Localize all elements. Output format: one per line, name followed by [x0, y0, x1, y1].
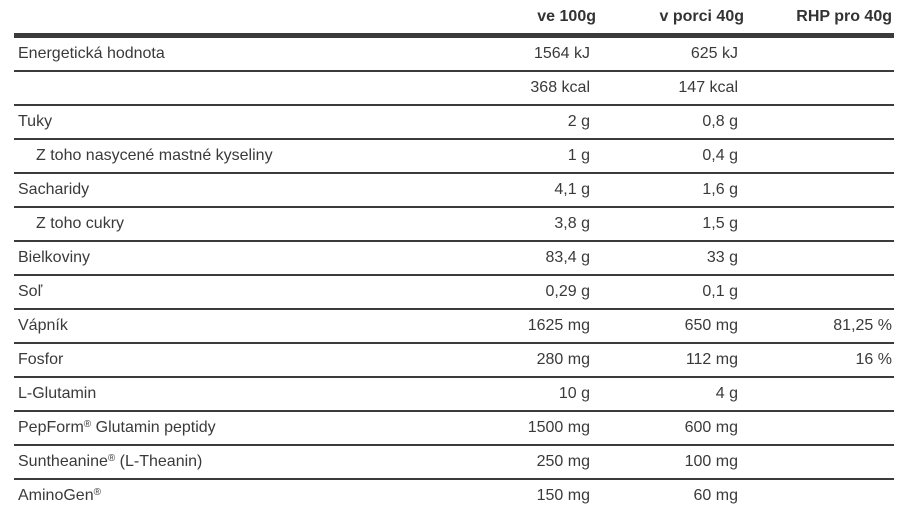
value-per-portion: 0,1 g	[598, 275, 746, 309]
value-per-100g: 83,4 g	[450, 241, 598, 275]
value-rhp: 16 %	[746, 343, 894, 377]
nutrient-name: L-Glutamin	[18, 385, 97, 402]
nutrient-label	[14, 275, 450, 309]
value-rhp	[746, 411, 894, 445]
nutrient-label	[14, 173, 450, 207]
nutrient-name-suffix: Glutamin peptidy	[91, 419, 216, 436]
table-row	[14, 411, 894, 445]
nutrient-label	[14, 377, 450, 411]
value-per-portion: 147 kcal	[598, 71, 746, 105]
value-per-portion: 625 kJ	[598, 36, 746, 72]
value-rhp	[746, 71, 894, 105]
nutrient-label	[14, 343, 450, 377]
nutrient-name: Z toho nasycené mastné kyseliny	[36, 147, 273, 164]
value-rhp	[746, 139, 894, 173]
nutrient-label	[14, 36, 450, 72]
nutrient-name-suffix: (L-Theanin)	[115, 453, 203, 470]
nutrient-label	[14, 71, 450, 105]
value-per-portion: 60 mg	[693, 487, 738, 504]
nutrient-label	[14, 479, 450, 512]
nutrient-label	[14, 411, 450, 445]
value-rhp	[746, 36, 894, 72]
value-rhp: 81,25 %	[746, 309, 894, 343]
value-per-100g: 1625 mg	[450, 309, 598, 343]
value-per-100g: 2 g	[450, 105, 598, 139]
value-per-100g: 280 mg	[450, 343, 598, 377]
table-row	[14, 241, 894, 275]
value-per-100g: 0,29 g	[450, 275, 598, 309]
value-rhp	[746, 207, 894, 241]
value-rhp	[746, 275, 894, 309]
header-rhp: RHP pro 40g	[746, 0, 894, 36]
value-per-portion: 600 mg	[598, 411, 746, 445]
value-per-portion: 100 mg	[598, 445, 746, 479]
table-row	[14, 343, 894, 377]
value-per-100g: 3,8 g	[450, 207, 598, 241]
nutrient-name: Z toho cukry	[36, 215, 125, 232]
registered-mark: ®	[83, 419, 92, 430]
table-row	[14, 479, 894, 512]
table-row	[14, 139, 894, 173]
value-per-100g: 10 g	[450, 377, 598, 411]
value-rhp	[746, 173, 894, 207]
nutrient-label	[14, 207, 450, 241]
value-per-portion: 1,5 g	[598, 207, 746, 241]
value-per-100g: 1 g	[450, 139, 598, 173]
table-row	[14, 309, 894, 343]
nutrient-name: AminoGen	[18, 487, 94, 504]
table-row	[14, 377, 894, 411]
nutrient-name: Soľ	[18, 283, 43, 300]
nutrient-name: Bielkoviny	[18, 249, 91, 266]
table-row	[14, 105, 894, 139]
nutrition-table	[14, 0, 894, 512]
value-per-100g: 4,1 g	[450, 173, 598, 207]
value-rhp	[746, 377, 894, 411]
value-per-100g: 1564 kJ	[450, 36, 598, 72]
value-rhp	[746, 479, 894, 512]
value-per-100g: 1500 mg	[450, 411, 598, 445]
table-header-row	[14, 0, 894, 36]
value-per-portion: 1,6 g	[598, 173, 746, 207]
table-row	[14, 207, 894, 241]
nutrient-label	[14, 139, 450, 173]
value-per-portion: 4 g	[598, 377, 746, 411]
nutrient-label	[14, 241, 450, 275]
table-row	[14, 173, 894, 207]
value-per-100g: 368 kcal	[450, 71, 598, 105]
nutrient-label	[14, 105, 450, 139]
header-per-portion: v porci 40g	[598, 0, 746, 36]
nutrient-name: Fosfor	[18, 351, 64, 368]
nutrient-name: PepForm	[18, 419, 84, 436]
value-per-portion: 112 mg	[598, 343, 746, 377]
nutrient-name: Sacharidy	[18, 181, 90, 198]
value-per-portion: 33 g	[598, 241, 746, 275]
nutrient-name: Energetická hodnota	[18, 45, 165, 62]
registered-mark: ®	[93, 487, 101, 498]
value-rhp	[746, 105, 894, 139]
nutrient-name: Suntheanine	[18, 453, 108, 470]
header-nutrient	[14, 0, 450, 36]
value-per-portion: 0,8 g	[598, 105, 746, 139]
nutrient-name: Vápník	[18, 317, 68, 334]
nutrient-label	[14, 309, 450, 343]
value-per-100g: 250 mg	[450, 445, 598, 479]
value-rhp	[746, 445, 894, 479]
table-body	[14, 36, 894, 513]
nutrient-name: Tuky	[18, 113, 53, 130]
value-per-portion: 0,4 g	[598, 139, 746, 173]
table-row	[14, 71, 894, 105]
value-per-100g: 150 mg	[536, 487, 590, 504]
nutrient-label	[14, 445, 450, 479]
registered-mark: ®	[107, 453, 116, 464]
table-row	[14, 36, 894, 72]
header-per-100g: ve 100g	[450, 0, 598, 36]
table-row	[14, 275, 894, 309]
value-rhp	[746, 241, 894, 275]
table-row	[14, 445, 894, 479]
value-per-portion: 650 mg	[598, 309, 746, 343]
